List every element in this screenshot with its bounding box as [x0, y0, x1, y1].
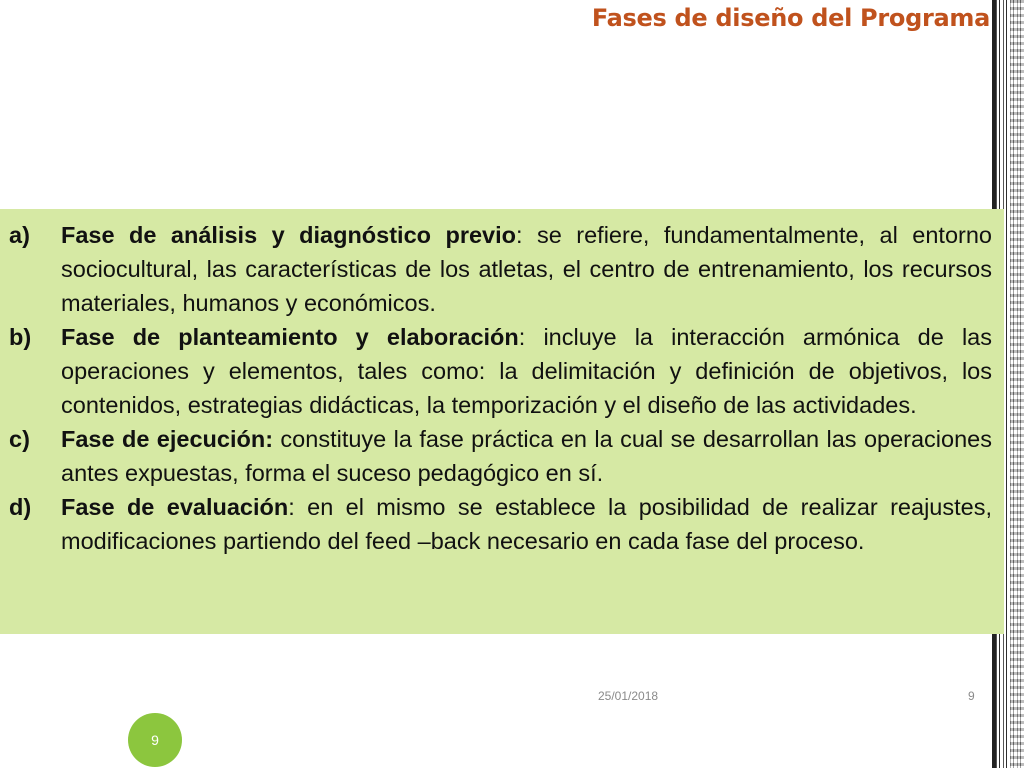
item-marker: c) [9, 426, 30, 452]
item-marker: b) [9, 324, 32, 350]
item-text [61, 218, 992, 320]
item-text [61, 320, 992, 422]
item-text [61, 422, 992, 490]
list-item [9, 320, 992, 422]
list-item [9, 490, 992, 558]
item-marker: a) [9, 222, 30, 248]
item-heading: Fase de ejecución: [61, 426, 274, 452]
list-item [9, 218, 992, 320]
item-description: : se refiere, fundamentalmente, al entorno sociocultural, las características de los atletas, el centro de entrenamiento, los recursos materiales, humanos y económicos. [61, 222, 992, 316]
item-heading: Fase de análisis y diagnóstico previo [61, 222, 516, 248]
item-text [61, 490, 992, 558]
item-heading: Fase de evaluación [61, 494, 289, 520]
item-heading: Fase de planteamiento y elaboración [61, 324, 519, 350]
list-item [9, 422, 992, 490]
item-description: : incluye la interacción armónica de las operaciones y elementos, tales como: la delimitación y definición de objetivos, los contenidos, estrategias didácticas, la temporización y el diseño de las actividades. [61, 324, 992, 418]
content-box [0, 209, 1004, 634]
footer-date: 25/01/2018 [598, 689, 659, 703]
slide-title: Fases de diseño del Programa [591, 4, 990, 32]
item-marker: d) [9, 494, 32, 520]
item-description: constituye la fase práctica en la cual se desarrollan las operaciones antes expuestas, forma el suceso pedagógico en sí. [61, 426, 992, 486]
item-description: : en el mismo se establece la posibilidad de realizar reajustes, modificaciones partiendo del feed –back necesario en cada fase del proceso. [61, 494, 992, 554]
page-number-badge: 9 [128, 713, 182, 767]
footer-page-number: 9 [968, 689, 975, 703]
